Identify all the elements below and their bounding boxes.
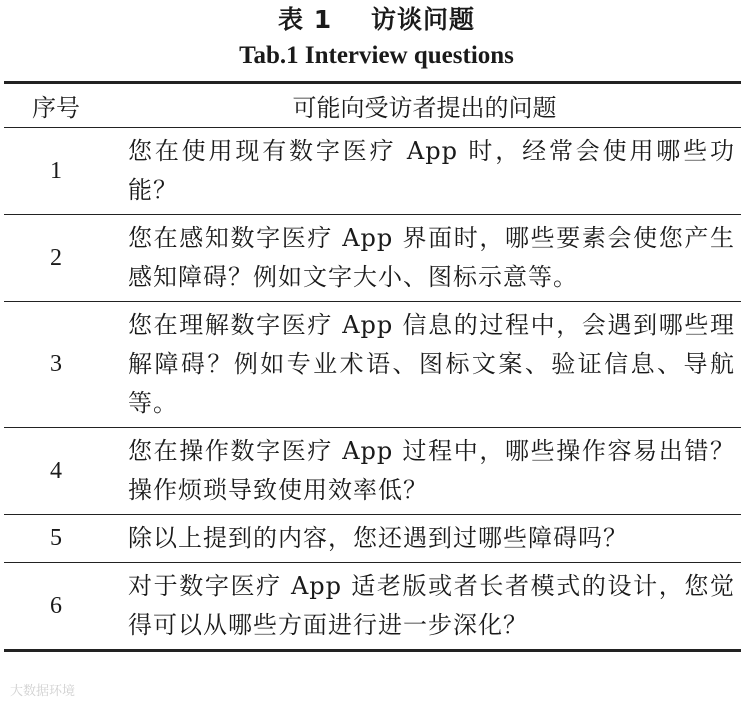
table-row — [4, 215, 741, 302]
header-question: 可能向受访者提出的问题 — [292, 94, 557, 122]
row-number: 1 — [50, 157, 62, 184]
table-caption-english: Tab.1 Interview questions — [239, 42, 514, 69]
table-row — [4, 563, 741, 651]
row-question: 您在理解数字医疗 App 信息的过程中，会遇到哪些理解障碍？例如专业术语、图标文案、验证信息、导航等。 — [128, 311, 735, 417]
row-number: 4 — [50, 457, 62, 484]
table-header-row — [4, 83, 741, 128]
row-question: 除以上提到的内容，您还遇到过哪些障碍吗？ — [128, 524, 628, 552]
table-caption-chinese: 表 1 访谈问题 — [278, 5, 475, 34]
table-row — [4, 128, 741, 215]
row-question: 您在感知数字医疗 App 界面时，哪些要素会使您产生感知障碍？例如文字大小、图标示意等。 — [128, 224, 735, 291]
row-number: 2 — [50, 244, 62, 271]
row-number: 5 — [50, 525, 62, 551]
watermark-text: 大数据环境 — [10, 684, 76, 699]
table-row — [4, 515, 741, 563]
table-row — [4, 302, 741, 428]
row-question: 对于数字医疗 App 适老版或者长者模式的设计，您觉得可以从哪些方面进行进一步深化？ — [128, 572, 735, 639]
header-serial-number: 序号 — [32, 94, 80, 122]
row-number: 3 — [50, 351, 62, 377]
row-question: 您在使用现有数字医疗 App 时，经常会使用哪些功能？ — [128, 137, 735, 204]
table-row — [4, 428, 741, 515]
interview-questions-table — [4, 81, 741, 652]
row-number: 6 — [50, 592, 62, 619]
row-question: 您在操作数字医疗 App 过程中，哪些操作容易出错？操作烦琐导致使用效率低？ — [128, 437, 735, 504]
